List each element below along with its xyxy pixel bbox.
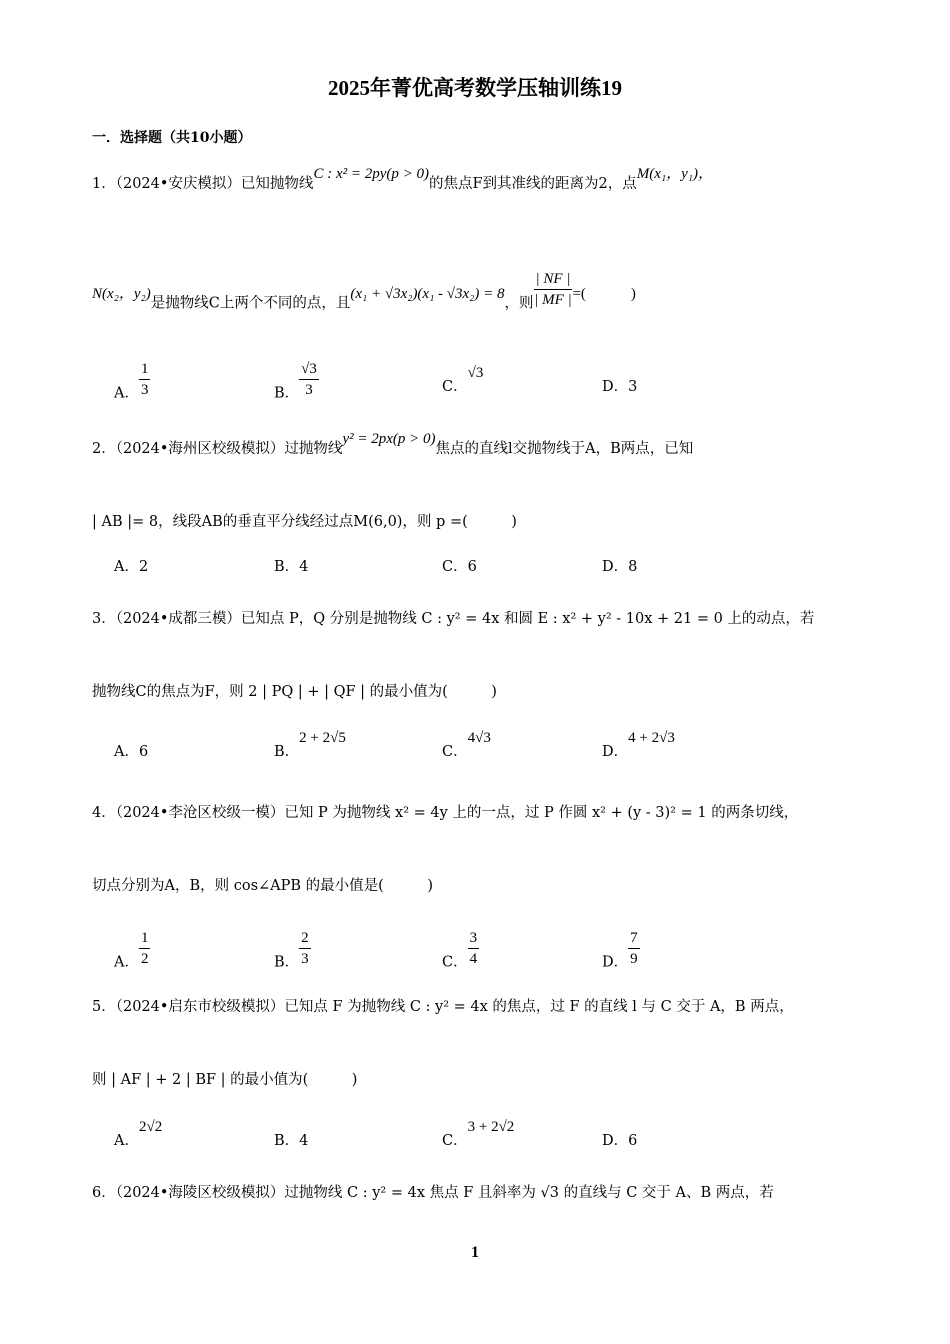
q5-option-d[interactable]: D．6	[602, 1133, 638, 1149]
q1-text-pre: 1．（2024•安庆模拟）已知抛物线	[92, 176, 314, 192]
q1-expr-condition: (x₁ + √3x₂)(x₁ - √3x₂) = 8	[350, 285, 505, 302]
question-4-line-2: 切点分别为A，B，则 cos∠APB 的最小值是( )	[92, 878, 433, 894]
q1-text-b: 是抛物线C上两个不同的点，且	[150, 295, 351, 312]
q1-expr-parabola: C : x² = 2py(p > 0)	[313, 166, 429, 182]
q2-text-pre: 2．（2024•海州区校级模拟）过抛物线	[92, 441, 343, 457]
q5-option-a[interactable]: A．2√2	[114, 1119, 163, 1149]
question-3-line-1: 3．（2024•成都三模）已知点 P，Q 分别是抛物线 C : y² = 4x 和圆 E : x² + y² - 10x + 21 = 0 上的动点，若	[92, 611, 815, 627]
q3-option-c[interactable]: C．4√3	[442, 730, 491, 760]
q3-option-a[interactable]: A．6	[114, 744, 149, 760]
q2-option-a[interactable]: A．2	[114, 559, 149, 575]
question-4-line-1: 4．（2024•李沧区校级一模）已知 P 为抛物线 x² = 4y 上的一点，过 P 作圆 x² + (y - 3)² = 1 的两条切线，	[92, 805, 799, 821]
question-1-line-2	[92, 271, 636, 322]
q1-fraction: $\frac{| NF |}{| MF |}$	[534, 271, 572, 308]
q5-option-c[interactable]: C．3 + 2√2	[442, 1119, 515, 1149]
q2-option-d[interactable]: D．8	[602, 559, 638, 575]
q3-option-b[interactable]: B．2 + 2√5	[274, 730, 346, 760]
q1-expr-point-n: N(x₂，y₂)	[92, 285, 151, 302]
q1-option-b[interactable]: B． $\frac{√3}{3}$	[274, 361, 317, 402]
page-number: 1	[471, 1244, 479, 1261]
q1-expr-point-m: M(x₁，y₁)，	[636, 166, 714, 182]
question-2-line-2: | AB |= 8，线段AB的垂直平分线经过点M(6,0)，则 p =( )	[92, 514, 517, 530]
section-heading: 一．选择题（共10小题）	[92, 130, 252, 146]
page-title: 2025年菁优高考数学压轴训练19	[328, 76, 622, 100]
q1-option-c[interactable]: C．√3	[442, 365, 484, 395]
q2-expr-parabola: y² = 2px(p > 0)	[342, 431, 436, 447]
q1-text-mid: 的焦点F到其准线的距离为2，点	[428, 176, 637, 192]
q4-option-c[interactable]: C． $\frac{3}{4}$	[442, 930, 478, 971]
q5-option-b[interactable]: B．4	[274, 1133, 309, 1149]
q1-text-d: =( )	[572, 285, 636, 302]
question-5-line-1: 5．（2024•启东市校级模拟）已知点 F 为抛物线 C : y² = 4x 的焦点，过 F 的直线 l 与 C 交于 A，B 两点，	[92, 999, 794, 1015]
q2-option-b[interactable]: B．4	[274, 559, 309, 575]
q1-option-a[interactable]: A． $\frac{1}{3}$	[114, 361, 149, 402]
q1-text-c: ，则	[504, 295, 534, 312]
q2-option-c[interactable]: C．6	[442, 559, 477, 575]
question-6-line-1: 6．（2024•海陵区校级模拟）过抛物线 C : y² = 4x 焦点 F 且斜率为 √3 的直线与 C 交于 A、B 两点，若	[92, 1185, 774, 1201]
q4-option-b[interactable]: B． $\frac{2}{3}$	[274, 930, 309, 971]
q3-option-d[interactable]: D．4 + 2√3	[602, 730, 675, 760]
q4-option-a[interactable]: A． $\frac{1}{2}$	[114, 930, 149, 971]
q2-text-mid: 焦点的直线l交抛物线于A，B两点，已知	[435, 441, 694, 457]
q1-option-d[interactable]: D．3	[602, 379, 638, 395]
q4-option-d[interactable]: D． $\frac{7}{9}$	[602, 930, 638, 971]
question-1-line-1	[92, 166, 714, 193]
question-5-line-2: 则 | AF | + 2 | BF | 的最小值为( )	[92, 1072, 358, 1088]
question-3-line-2: 抛物线C的焦点为F，则 2 | PQ | + | QF | 的最小值为( )	[92, 684, 497, 700]
question-2-line-1	[92, 431, 694, 458]
